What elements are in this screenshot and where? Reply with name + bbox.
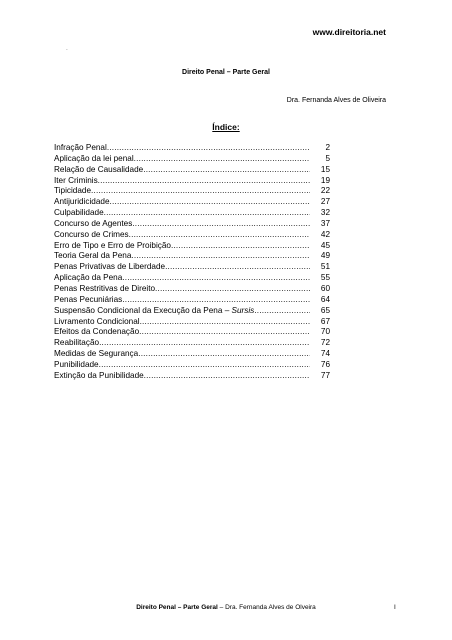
toc-entry-title-text: Aplicação da lei penal: [54, 153, 134, 163]
toc-entry-title: [54, 338, 99, 349]
toc-entry-title: [54, 219, 132, 230]
corner-mark: -: [66, 47, 68, 53]
toc-entry-page: 5: [325, 153, 330, 163]
toc-entry[interactable]: [54, 197, 330, 208]
toc-entry-title-text: Penas Privativas de Liberdade: [54, 262, 166, 272]
site-url: www.direitoria.net: [312, 27, 386, 37]
toc-entry-page: 65: [320, 305, 330, 315]
toc-entry[interactable]: [54, 338, 330, 349]
toc-dot-leader: [143, 165, 310, 176]
toc-entry-title: [54, 241, 171, 252]
toc-entry-page: 2: [325, 143, 330, 152]
toc-entry[interactable]: [54, 327, 330, 338]
toc-entry-title-text: Penas Restritivas de Direito: [54, 283, 156, 293]
toc-entry-page: 22: [320, 186, 330, 196]
toc-dot-leader: [122, 273, 310, 284]
toc-dot-leader: [99, 338, 310, 349]
toc-entry[interactable]: [54, 186, 330, 197]
toc-dot-leader: [254, 306, 310, 317]
toc-entry[interactable]: [54, 262, 330, 273]
toc-entry-title: [54, 251, 131, 262]
document-title: Direito Penal – Parte Geral: [182, 69, 270, 76]
toc-dot-leader: [132, 219, 310, 230]
toc-entry-page: 19: [320, 175, 330, 185]
toc-dot-leader: [165, 262, 310, 273]
toc-entry-title: [54, 186, 91, 197]
toc-entry[interactable]: [54, 349, 330, 360]
toc-entry-title-text: Extinção da Punibilidade: [54, 370, 144, 380]
toc-entry-title-text: Iter Criminis: [54, 175, 98, 185]
toc-entry-page: 76: [320, 359, 330, 369]
toc-dot-leader: [129, 230, 310, 241]
toc-entry-page: 55: [320, 273, 330, 283]
toc-entry[interactable]: [54, 273, 330, 284]
toc-entry-title: [54, 327, 139, 338]
toc-entry-title-text: Penas Pecuniárias: [54, 294, 123, 304]
toc-dot-leader: [138, 349, 310, 360]
toc-dot-leader: [134, 154, 310, 165]
toc-entry-page: 45: [320, 240, 330, 250]
toc-entry-page: 15: [320, 164, 330, 174]
toc-entry-title-text: Efeitos da Condenação: [54, 327, 140, 337]
footer-title: Direito Penal – Parte Geral: [136, 604, 218, 611]
toc-entry-title: [54, 262, 165, 273]
toc-dot-leader: [131, 251, 310, 262]
toc-entry-page: 37: [320, 218, 330, 228]
toc-entry-title-text: Reabilitação: [54, 338, 100, 348]
toc-dot-leader: [140, 317, 310, 328]
toc-entry-page: 51: [320, 262, 330, 272]
table-of-contents: [54, 143, 330, 382]
toc-entry-page: 70: [320, 327, 330, 337]
toc-entry[interactable]: [54, 317, 330, 328]
footer-author: Dra. Fernanda Alves de Olveira: [225, 604, 316, 611]
toc-dot-leader: [139, 327, 310, 338]
toc-entry-page: 27: [320, 197, 330, 207]
toc-dot-leader: [98, 176, 310, 187]
toc-entry-title-text: Erro de Tipo e Erro de Proibição: [54, 240, 171, 250]
toc-entry-title-text: Antijuridicidade: [54, 197, 110, 207]
toc-entry-title-text: Tipicidade: [54, 186, 92, 196]
toc-entry-title-text: Relação de Causalidade: [54, 164, 144, 174]
toc-dot-leader: [104, 208, 310, 219]
toc-entry-title: [54, 371, 144, 382]
toc-entry-title-text: Medidas de Segurança: [54, 349, 139, 359]
toc-dot-leader: [155, 284, 310, 295]
index-heading: Índice:: [212, 122, 240, 132]
toc-entry-title: [54, 176, 98, 187]
toc-entry[interactable]: [54, 154, 330, 165]
toc-dot-leader: [107, 143, 310, 154]
footer-page-number: I: [394, 604, 396, 611]
toc-entry-title: [54, 230, 129, 241]
toc-entry-title: [54, 197, 110, 208]
toc-entry-title-text: Teoria Geral da Pena: [54, 251, 132, 261]
toc-entry[interactable]: [54, 360, 330, 371]
toc-entry-title-text: Infração Penal: [54, 143, 107, 152]
toc-entry-title-text: Culpabilidade: [54, 208, 104, 218]
toc-entry-title: [54, 165, 143, 176]
toc-entry[interactable]: [54, 219, 330, 230]
toc-entry-title: [54, 295, 122, 306]
toc-entry[interactable]: [54, 143, 330, 154]
toc-entry-title-text: Suspensão Condicional da Execução da Pena –: [54, 305, 232, 315]
toc-entry-title-text: Concurso de Agentes: [54, 218, 133, 228]
toc-dot-leader: [91, 186, 310, 197]
toc-entry[interactable]: [54, 208, 330, 219]
toc-entry-page: 67: [320, 316, 330, 326]
toc-entry-title: [54, 208, 104, 219]
toc-entry-page: 74: [320, 349, 330, 359]
toc-entry-title: [54, 349, 138, 360]
toc-entry-title: [54, 306, 254, 317]
toc-entry[interactable]: [54, 176, 330, 187]
toc-entry[interactable]: [54, 306, 330, 317]
toc-entry-title-italic: Sursis: [231, 305, 255, 315]
toc-entry-page: 60: [320, 283, 330, 293]
toc-entry-title-text: Concurso de Crimes: [54, 229, 129, 239]
toc-entry[interactable]: [54, 241, 330, 252]
toc-entry-page: 64: [320, 294, 330, 304]
toc-entry[interactable]: [54, 230, 330, 241]
toc-entry-page: 32: [320, 208, 330, 218]
toc-entry-title: [54, 317, 140, 328]
toc-entry-title-text: Punibilidade: [54, 359, 99, 369]
footer: [0, 604, 452, 611]
toc-entry[interactable]: [54, 295, 330, 306]
toc-entry-title-text: Aplicação da Pena: [54, 273, 123, 283]
toc-entry-title-text: Livramento Condicional: [54, 316, 140, 326]
toc-entry-title: [54, 284, 155, 295]
toc-entry-page: 77: [320, 370, 330, 380]
document-author: Dra. Fernanda Alves de Oliveira: [286, 97, 386, 104]
toc-entry[interactable]: [54, 371, 330, 382]
toc-entry-title: [54, 154, 134, 165]
toc-entry-page: 42: [320, 229, 330, 239]
toc-dot-leader: [99, 360, 310, 371]
toc-dot-leader: [144, 371, 310, 382]
toc-entry-title: [54, 273, 122, 284]
toc-entry-title: [54, 143, 107, 154]
toc-dot-leader: [110, 197, 310, 208]
toc-entry-title: [54, 360, 99, 371]
toc-dot-leader: [122, 295, 310, 306]
toc-entry[interactable]: [54, 165, 330, 176]
toc-dot-leader: [171, 241, 310, 252]
toc-entry-page: 72: [320, 338, 330, 348]
footer-separator: –: [217, 604, 226, 611]
toc-entry[interactable]: [54, 284, 330, 295]
toc-entry-page: 49: [320, 251, 330, 261]
toc-entry[interactable]: [54, 251, 330, 262]
